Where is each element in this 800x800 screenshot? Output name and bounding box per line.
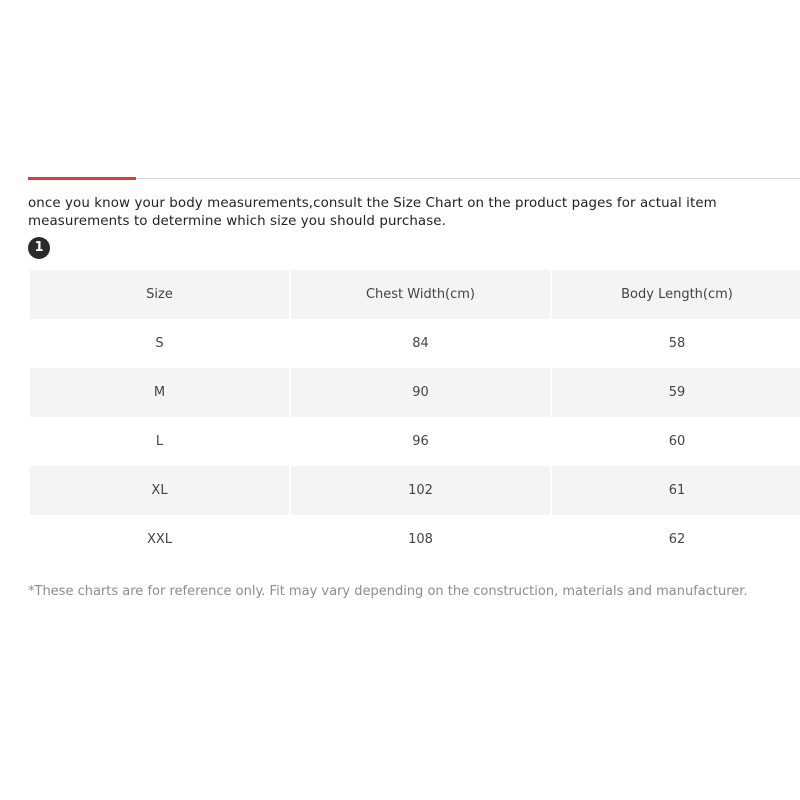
body-length-cell: 58 [552, 319, 800, 368]
body-length-cell: 60 [552, 417, 800, 466]
section-divider [28, 178, 800, 179]
chest-width-cell: 108 [291, 515, 550, 564]
size-cell: S [30, 319, 289, 368]
size-cell: XL [30, 466, 289, 515]
header-size: Size [30, 270, 289, 319]
table-row [30, 515, 800, 564]
chest-width-cell: 96 [291, 417, 550, 466]
table-row [30, 319, 800, 368]
header-body-length: Body Length(cm) [552, 270, 800, 319]
size-cell: L [30, 417, 289, 466]
intro-text: once you know your body measurements,consult the Size Chart on the product pages for actual item measurements to determine which size you should purchase. [28, 196, 717, 229]
body-length-cell: 59 [552, 368, 800, 417]
table-row [30, 368, 800, 417]
table-row [30, 466, 800, 515]
chest-width-cell: 90 [291, 368, 550, 417]
size-cell: M [30, 368, 289, 417]
section-accent-bar [28, 177, 136, 180]
body-length-cell: 62 [552, 515, 800, 564]
table-header-row [30, 270, 800, 319]
step-number-badge: 1 [28, 237, 50, 259]
chest-width-cell: 102 [291, 466, 550, 515]
body-length-cell: 61 [552, 466, 800, 515]
disclaimer-footnote: *These charts are for reference only. Fit may vary depending on the construction, materials and manufacturer. [28, 584, 748, 599]
size-cell: XXL [30, 515, 289, 564]
size-chart-table [28, 270, 800, 564]
header-chest-width: Chest Width(cm) [291, 270, 550, 319]
chest-width-cell: 84 [291, 319, 550, 368]
table-row [30, 417, 800, 466]
